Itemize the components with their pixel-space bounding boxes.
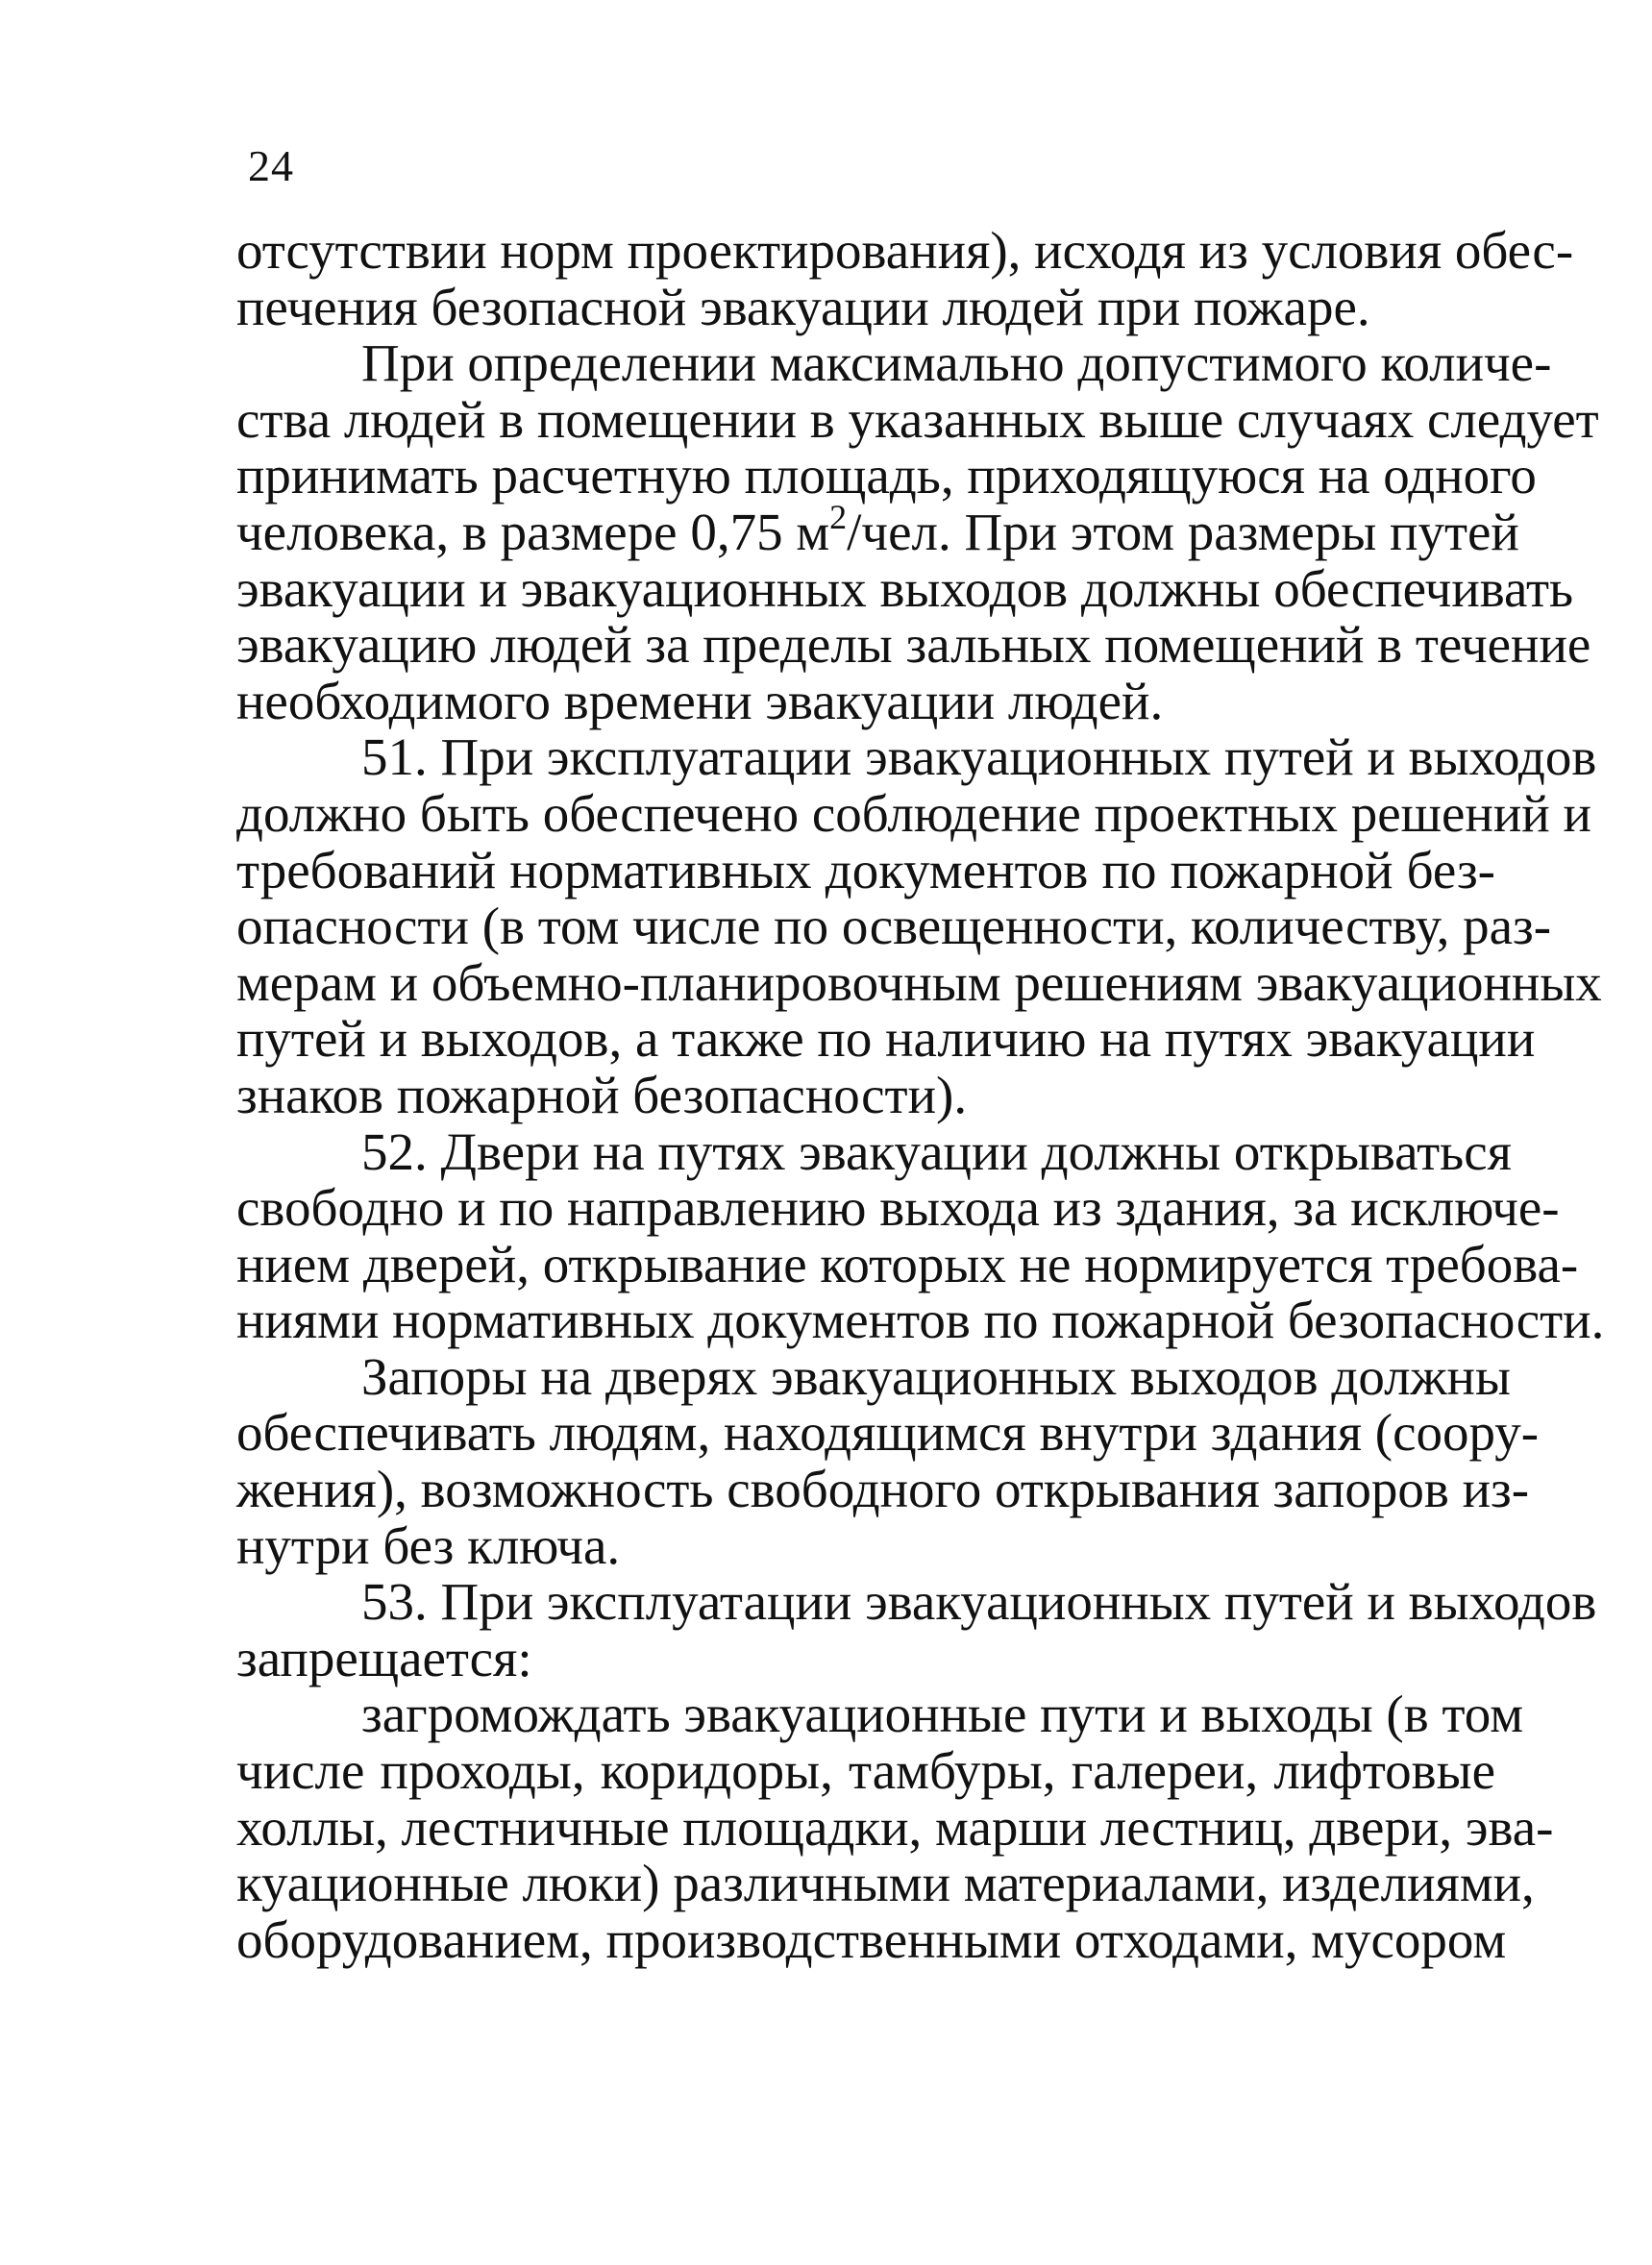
text-line: обеспечивать людям, находящимся внутри здания (соору- <box>236 1403 1540 1463</box>
text-line: принимать расчетную площадь, приходящуюся на одного <box>236 446 1537 505</box>
text-line: печения безопасной эвакуации людей при пожаре. <box>236 277 1370 336</box>
text-line: знаков пожарной безопасности). <box>236 1065 968 1124</box>
page-number: 24 <box>248 141 294 190</box>
superscript: 2 <box>829 497 848 536</box>
text-line: необходимого времени эвакуации людей. <box>236 671 1164 730</box>
text-line: холлы, лестничные площадки, марши лестниц, двери, эва- <box>236 1797 1554 1857</box>
text-line: При определении максимально допустимого количе- <box>361 333 1552 393</box>
text-line: жения), возможность свободного открывания запоров из- <box>236 1460 1530 1519</box>
text-line: свободно и по направлению выхода из здания, за исключе- <box>236 1178 1560 1238</box>
text-line: путей и выходов, а также по наличию на путях эвакуации <box>236 1009 1536 1069</box>
text-line: куационные люки) различными материалами, изделиями, <box>236 1854 1535 1913</box>
text-line: эвакуацию людей за пределы зальных помещений в течение <box>236 615 1591 675</box>
text-line: мерам и объемно-планировочным решениям эвакуационных <box>236 952 1602 1012</box>
text-line: оборудованием, производственными отходами, мусором <box>236 1909 1507 1969</box>
text-line: 53. При эксплуатации эвакуационных путей и выходов <box>361 1572 1597 1632</box>
text-line-with-superscript <box>236 497 1519 561</box>
text-fragment: человека, в размере 0,75 м <box>236 502 830 561</box>
text-line: требований нормативных документов по пожарной без- <box>236 840 1495 899</box>
text-line: загромождать эвакуационные пути и выходы (в том <box>361 1685 1524 1744</box>
text-line: запрещается: <box>236 1628 532 1687</box>
body-text <box>236 221 1605 1969</box>
text-line: ства людей в помещении в указанных выше случаях следует <box>236 389 1599 449</box>
text-line: эвакуации и эвакуационных выходов должны обеспечивать <box>236 558 1574 618</box>
text-line: нием дверей, открывание которых не нормируется требова- <box>236 1234 1579 1293</box>
text-line: числе проходы, коридоры, тамбуры, галереи, лифтовые <box>236 1741 1495 1801</box>
text-line: нутри без ключа. <box>236 1515 621 1575</box>
text-line: отсутствии норм проектирования), исходя из условия обес- <box>236 221 1574 280</box>
text-line: 51. При эксплуатации эвакуационных путей и выходов <box>361 727 1597 787</box>
text-line: ниями нормативных документов по пожарной безопасности. <box>236 1291 1605 1350</box>
text-line: Запоры на дверях эвакуационных выходов должны <box>361 1346 1511 1406</box>
text-fragment: /чел. При этом размеры путей <box>847 502 1519 561</box>
text-line: должно быть обеспечено соблюдение проектных решений и <box>236 783 1591 843</box>
text-line: опасности (в том числе по освещенности, количеству, раз- <box>236 897 1552 956</box>
text-line: 52. Двери на путях эвакуации должны открываться <box>361 1121 1512 1181</box>
